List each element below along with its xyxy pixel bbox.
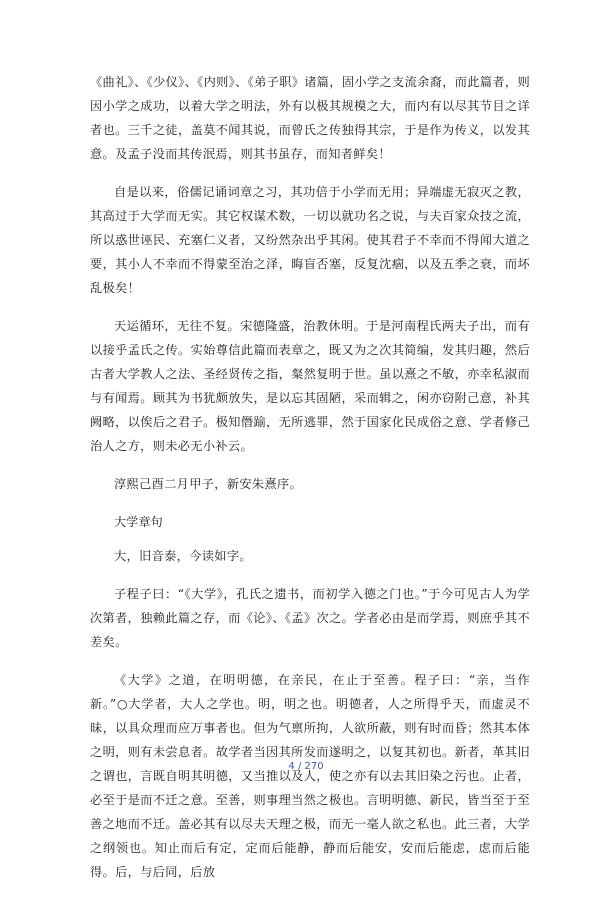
page-content <box>90 70 530 898</box>
paragraph-preface-3: 天运循环，无往不复。宋德隆盛，治教休明。于是河南程氏两夫子出，而有以接乎孟氏之传。实始尊信此篇而表章之，既又为之次其简编，发其归趣，然后古者大学教人之法、圣经贤传之指，粲然复明于世。虽以熹之不敏，亦幸私淑而与有闻焉。顾其为书犹颇放失，是以忘其固陋，采而辑之，闲亦窃附己意，补其阙略，以俟后之君子。极知僭踰，无所逃罪，然于国家化民成俗之意、学者修己治人之方，则未必无小补云。 <box>90 319 530 453</box>
page-number: 4 / 270 <box>288 761 324 772</box>
paragraph-signature: 淳熙己酉二月甲子，新安朱熹序。 <box>114 477 303 491</box>
paragraph-note: 大，旧音泰，今读如字。 <box>114 549 252 563</box>
paragraph-preface-2: 自是以来，俗儒记诵词章之习，其功倍于小学而无用；异端虚无寂灭之教，其高过于大学而无实。其它权谋术数，一切以就功名之说，与夫百家众技之流，所以惑世诬民、充塞仁义者，又纷然杂出乎其闲。使其君子不幸而不得闻大道之要，其小人不幸而不得蒙至治之泽，晦盲否塞，反复沈痼，以及五季之衰，而坏乱极矣！ <box>90 185 530 295</box>
section-title: 大学章句 <box>114 515 163 529</box>
paragraph-main-text: 《大学》之道，在明明德，在亲民，在止于至善。程子曰：“亲，当作新。”○大学者，大人之学也。明，明之也。明德者，人之所得乎天，而虚灵不昧，以具众理而应万事者也。但为气禀所拘，人欲所蔽，则有时而昏；然其本体之明，则有未尝息者。故学者当因其所发而遂明之，以复其初也。新者，革其旧之谓也，言既自明其明德，又当推以及人，使之亦有以去其旧染之污也。止者，必至于是而不迁之意。至善，则事理当然之极也。言明明德、新民，皆当至于至善之地而不迁。盖必其有以尽夫天理之极，而无一毫人欲之私也。此三者，大学之纲领也。知止而后有定，定而后能静，静而后能安，安而后能虑，虑而后能得。后，与后同，后放 <box>90 673 530 879</box>
paragraph-preface-1: 《曲礼》、《少仪》、《内则》、《弟子职》诸篇，固小学之支流余裔，而此篇者，则因小学之成功，以着大学之明法，外有以极其规模之大，而内有以尽其节目之详者也。三千之徒，盖莫不闻其说，而曾氏之传独得其宗，于是作为传义，以发其意。及孟子没而其传泯焉，则其书虽存，而知者鲜矣！ <box>90 75 530 161</box>
paragraph-commentary: 子程子曰：“《大学》，孔氏之遗书，而初学入德之门也。”于今可见古人为学次第者，独赖此篇之存，而《论》、《孟》次之。学者必由是而学焉，则庶乎其不差矣。 <box>90 587 530 649</box>
